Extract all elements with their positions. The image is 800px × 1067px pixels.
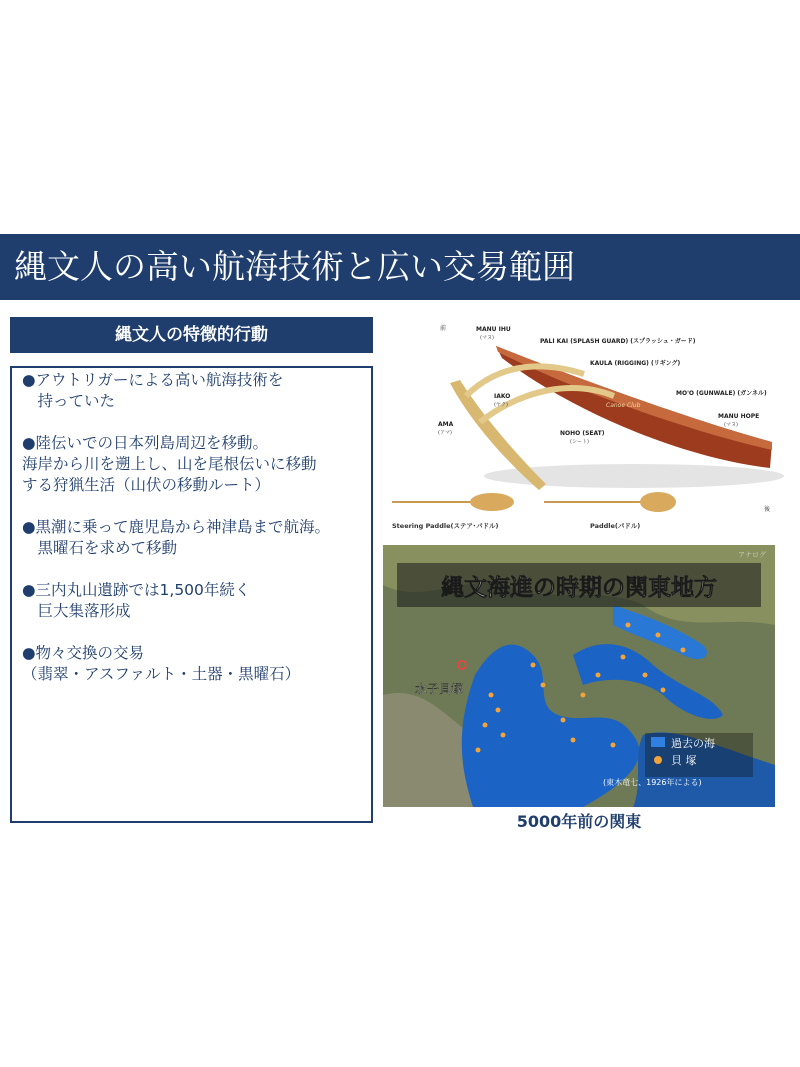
slide-title: 縄文人の高い航海技術と広い交易範囲 bbox=[14, 247, 575, 286]
bullet-item bbox=[22, 370, 367, 412]
outrigger-canoe-diagram bbox=[384, 318, 792, 534]
iako-label: IAKO bbox=[494, 393, 511, 400]
legend-shell-label: 貝 塚 bbox=[671, 754, 697, 767]
manu-ihu-label: MANU IHU bbox=[476, 326, 511, 333]
bullet-line: ●アウトリガーによる高い航海技術を bbox=[22, 371, 284, 389]
site-label: 水子貝塚 bbox=[415, 682, 464, 696]
bullet-line: 持っていた bbox=[22, 392, 116, 410]
bullet-line: ●黒潮に乗って鹿児島から神津島まで航海。 bbox=[22, 518, 331, 536]
stern-label: 後 bbox=[764, 506, 771, 513]
kaula-label: KAULA (RIGGING) (リギング) bbox=[590, 360, 681, 367]
map-caption: 5000年前の関東 bbox=[516, 812, 642, 831]
manu-hope-jp-label: (マヌ) bbox=[724, 422, 738, 428]
legend-shell-icon bbox=[654, 756, 662, 764]
steering-paddle-label: Steering Paddle(ステア･パドル) bbox=[392, 522, 499, 530]
manu-hope-label: MANU HOPE bbox=[718, 413, 760, 420]
ama-jp-label: (アマ) bbox=[438, 430, 452, 436]
bullet-list bbox=[22, 370, 367, 706]
left-panel-box bbox=[10, 366, 373, 823]
iako-jp-label: (ヤク) bbox=[494, 402, 508, 408]
bullet-item bbox=[22, 433, 367, 496]
kanto-map-image bbox=[383, 545, 775, 807]
bullet-line: ●物々交換の交易 bbox=[22, 644, 145, 662]
bullet-item bbox=[22, 517, 367, 559]
bullet-line: （翡翠・アスファルト・土器・黒曜石） bbox=[22, 665, 301, 683]
hull-text: Canoe Club bbox=[606, 402, 641, 409]
title-bar bbox=[0, 234, 800, 300]
bow-label: 前 bbox=[440, 325, 447, 332]
noho-label: NOHO (SEAT) bbox=[560, 430, 605, 437]
pali-kai-label: PALI KAI (SPLASH GUARD) (スプラッシュ・ガード) bbox=[540, 338, 696, 345]
bullet-item bbox=[22, 643, 367, 685]
map-source: (東木竜七、1926年による) bbox=[603, 778, 702, 787]
left-panel-header: 縄文人の特徴的行動 bbox=[10, 317, 373, 353]
corner-tag: アナログ bbox=[738, 551, 766, 559]
bullet-line: 黒曜石を求めて移動 bbox=[22, 539, 178, 557]
paddle-label: Paddle(パドル) bbox=[590, 522, 641, 530]
map-title: 縄文海進の時期の関東地方 bbox=[441, 575, 717, 601]
bullet-line: ●三内丸山遺跡では1,500年続く bbox=[22, 581, 251, 599]
legend-sea-label: 過去の海 bbox=[671, 737, 715, 750]
legend-sea-swatch bbox=[651, 737, 665, 747]
bullet-line: 巨大集落形成 bbox=[22, 602, 131, 620]
bullet-line: ●陸伝いでの日本列島周辺を移動。 bbox=[22, 434, 269, 452]
manu-ihu-jp-label: (マヌ) bbox=[480, 335, 494, 341]
ama-label: AMA bbox=[438, 421, 454, 428]
moo-label: MO'O (GUNWALE) (ガンネル) bbox=[676, 390, 767, 397]
noho-jp-label: (シート) bbox=[570, 439, 589, 445]
bullet-line: する狩猟生活（山伏の移動ルート） bbox=[22, 476, 271, 494]
bullet-line: 海岸から川を遡上し、山を尾根伝いに移動 bbox=[22, 455, 317, 473]
bullet-item bbox=[22, 580, 367, 622]
